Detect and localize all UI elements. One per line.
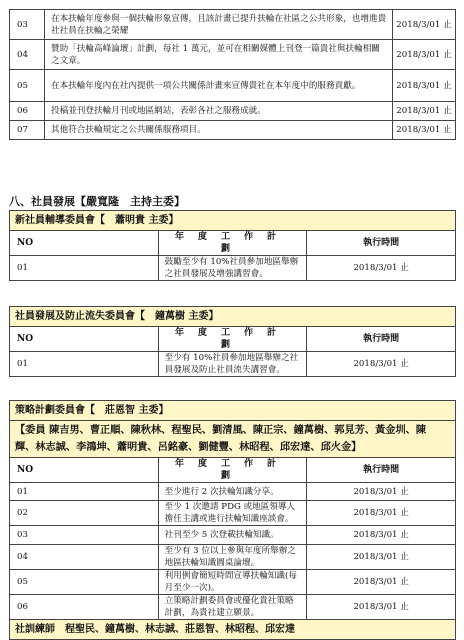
public-relations-table xyxy=(9,9,456,140)
committee-title-row xyxy=(10,401,456,421)
row-number: 04 xyxy=(10,545,159,570)
row-date: 2018/3/01 止 xyxy=(307,595,456,620)
table-row xyxy=(10,570,456,595)
table-row xyxy=(10,501,456,526)
row-description: 在本扶輪年度內在社內提供一項公共關係計畫來宣傳貴社在本年度中的服務貢獻。 xyxy=(45,70,393,102)
row-description: 鼓勵至少有 10%社員參加地區舉辦之社員發展及增強講習會。 xyxy=(158,256,307,281)
new-member-section xyxy=(0,210,456,281)
header-no: NO xyxy=(10,458,159,483)
table-row xyxy=(10,595,456,620)
row-date: 2018/3/01 止 xyxy=(307,483,456,501)
row-number: 01 xyxy=(10,256,159,281)
table-row xyxy=(10,352,456,377)
table-row xyxy=(10,10,456,40)
committee-title: 策略計劃委員會【 莊恩智 主委】 xyxy=(10,401,456,421)
row-description: 立策略計劃委員會或優化貴社策略計劃，為貴社建立願景。 xyxy=(158,595,307,620)
trainer-row xyxy=(10,620,456,640)
header-plan: 年度工作計劃 xyxy=(158,231,307,256)
row-date: 2018/3/01 止 xyxy=(307,570,456,595)
table-row xyxy=(10,102,456,121)
committee-members: 【委員 陳吉男、曹正順、陳秋林、程聖民、劉清風、陳正宗、鐘萬樹、郭見芳、黃金圳、陳 輝、林志誠、李鴻坤、蕭明貴、呂銘豪、劉健豐、林昭程、邱宏達、邱火金】 xyxy=(10,421,456,458)
row-description: 利用例會簡短時間宣導扶輪知識(每月至少一次)。 xyxy=(158,570,307,595)
retention-section xyxy=(0,306,456,377)
table-row xyxy=(10,121,456,140)
row-date: 2018/3/01 止 xyxy=(393,70,456,102)
row-description: 至少有 10%社員參加地區舉辦之社員發展及防止社員流失講習會。 xyxy=(158,352,307,377)
row-date: 2018/3/01 止 xyxy=(307,545,456,570)
row-date: 2018/3/01 止 xyxy=(307,501,456,526)
row-date: 2018/3/01 止 xyxy=(307,352,456,377)
row-date: 2018/3/01 止 xyxy=(393,10,456,40)
public-relations-table-section xyxy=(0,9,456,140)
table-row xyxy=(10,526,456,545)
row-description: 在本扶輪年度參與一個扶輪形象宣傳，且該計畫已提升扶輪在社區之公共形象，也增進貴社社員在扶輪之榮耀 xyxy=(45,10,393,40)
row-number: 01 xyxy=(10,483,159,501)
table-row xyxy=(10,70,456,102)
table-header-row xyxy=(10,231,456,256)
row-number: 05 xyxy=(10,70,45,102)
trainer-text: 社訓練師 程聖民、鐘萬樹、林志誠、莊恩智、林昭程、邱宏達 xyxy=(10,620,456,640)
row-number: 07 xyxy=(10,121,45,140)
committee-members-row xyxy=(10,421,456,458)
table-row xyxy=(10,483,456,501)
row-date: 2018/3/01 止 xyxy=(393,40,456,70)
row-date: 2018/3/01 止 xyxy=(307,256,456,281)
new-member-table xyxy=(9,210,456,281)
row-description: 社刊至少 5 次登載扶輪知識。 xyxy=(158,526,307,545)
row-number: 06 xyxy=(10,595,159,620)
table-header-row xyxy=(10,327,456,352)
row-description: 其他符合扶輪規定之公共關係服務項目。 xyxy=(45,121,393,140)
row-number: 02 xyxy=(10,501,159,526)
committee-title: 社員發展及防止流失委員會【 鐘萬樹 主委】 xyxy=(10,307,456,327)
table-row xyxy=(10,40,456,70)
row-description: 至少 1 次邀請 PDG 或地區領導人擔任主講或進行扶輪知識座談會。 xyxy=(158,501,307,526)
row-number: 04 xyxy=(10,40,45,70)
header-plan: 年度工作計劃 xyxy=(158,327,307,352)
row-number: 03 xyxy=(10,526,159,545)
committee-title: 新社員輔導委員會【 蕭明貴 主委】 xyxy=(10,211,456,231)
table-header-row xyxy=(10,458,456,483)
strategy-table xyxy=(9,400,456,640)
header-plan: 年度工作計劃 xyxy=(158,458,307,483)
row-date: 2018/3/01 止 xyxy=(307,526,456,545)
row-date: 2018/3/01 止 xyxy=(393,121,456,140)
strategy-section xyxy=(0,400,456,640)
header-no: NO xyxy=(10,327,159,352)
header-no: NO xyxy=(10,231,159,256)
row-description: 至少有 3 位以上參與年度所舉辦之地區扶輪知識圓桌論壇。 xyxy=(158,545,307,570)
header-time: 執行時間 xyxy=(307,327,456,352)
row-number: 06 xyxy=(10,102,45,121)
table-row xyxy=(10,256,456,281)
section-heading: 八、社員發展【嚴寬隆 主持主委】 xyxy=(9,195,185,208)
row-number: 05 xyxy=(10,570,159,595)
row-description: 至少進行 2 次扶輪知識分享。 xyxy=(158,483,307,501)
row-description: 投稿並刊登扶輪月刊或地區網站，表彰各社之服務成就。 xyxy=(45,102,393,121)
row-number: 03 xyxy=(10,10,45,40)
header-time: 執行時間 xyxy=(307,458,456,483)
row-date: 2018/3/01 止 xyxy=(393,102,456,121)
table-row xyxy=(10,545,456,570)
row-description: 贊助「扶輪高峰論壇」計劃，每社 1 萬元，並可在相關媒體上刊登一篇貴社與扶輪相關之文章。 xyxy=(45,40,393,70)
committee-title-row xyxy=(10,211,456,231)
retention-table xyxy=(9,306,456,377)
header-time: 執行時間 xyxy=(307,231,456,256)
committee-title-row xyxy=(10,307,456,327)
row-number: 01 xyxy=(10,352,159,377)
